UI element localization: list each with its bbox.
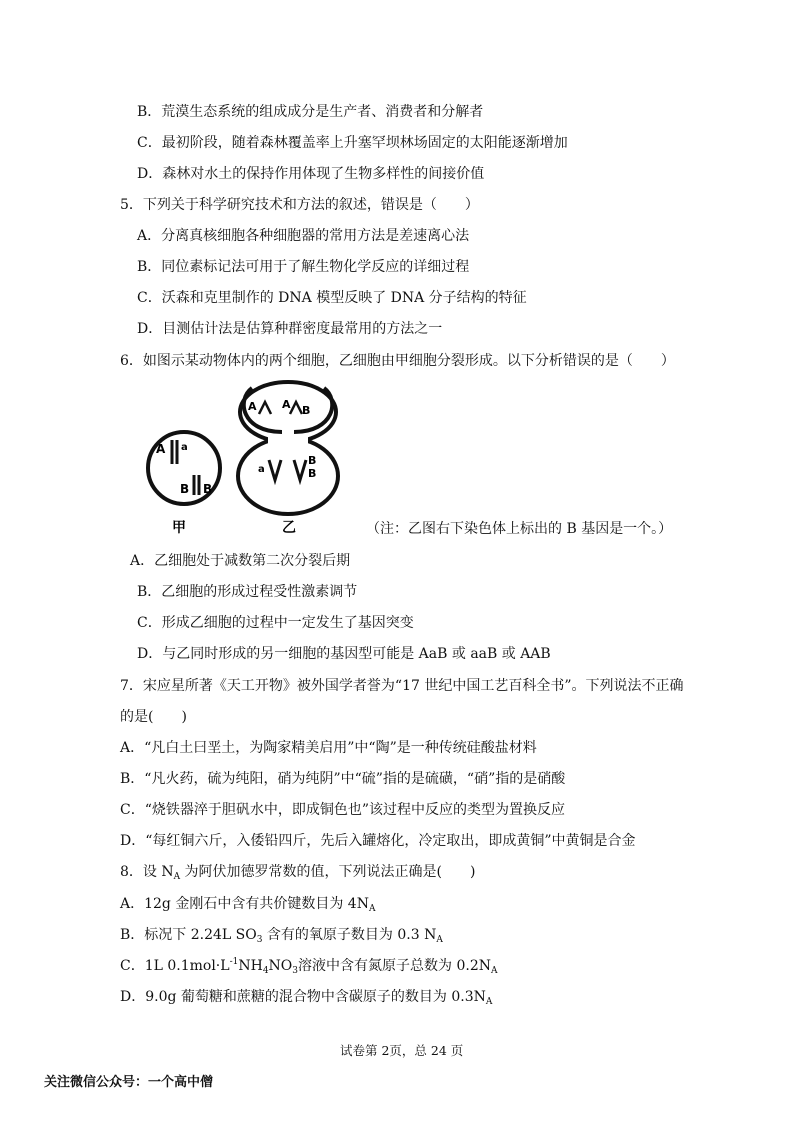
q8-option-b — [120, 925, 443, 945]
q5-stem: 5．下列关于科学研究技术和方法的叙述，错误是（ ） — [120, 197, 479, 213]
jia-gene-a: a — [181, 442, 188, 453]
q8-b-mid: 含有的氧原子数目为 0.3 N — [262, 927, 437, 943]
yi-gene-A-1: A — [248, 400, 257, 413]
q8-stem-post: 为阿伏加德罗常数的值，下列说法正确是( ) — [180, 864, 476, 880]
q8-c-sub2: 3 — [292, 966, 299, 976]
wechat-watermark: 关注微信公众号：一个高中僧 — [44, 1075, 214, 1090]
yi-cell-bottom — [238, 438, 338, 514]
q6-option-a: A．乙细胞处于减数第二次分裂后期 — [130, 553, 351, 569]
q7-option-b: B．“凡火药，硫为纯阳，硝为纯阴”中“硫”指的是硫磺，“硝”指的是硝酸 — [120, 771, 566, 787]
q8-a-text: A．12g 金刚石中含有共价键数目为 4N — [120, 896, 369, 912]
q8-c-text: C．1L 0.1mol·L — [120, 958, 230, 974]
q8-c-sup: -1 — [229, 957, 239, 967]
q4-option-b: B．荒漠生态系统的组成成分是生产者、消费者和分解者 — [137, 104, 484, 120]
q7-option-d: D．“每红铜六斤，入倭铅四斤，先后入罐熔化，冷定取出，即成黄铜”中黄铜是合金 — [120, 833, 636, 849]
jia-gene-A: A — [156, 442, 166, 456]
q8-c-sub1: 4 — [262, 966, 269, 976]
q8-d-sub: A — [485, 997, 493, 1007]
q8-c-mid2: NO — [268, 958, 293, 974]
jia-gene-B-right: B — [203, 482, 213, 496]
q6-option-b: B．乙细胞的形成过程受性激素调节 — [137, 584, 358, 600]
yi-bottom-chromosome-1 — [269, 460, 281, 480]
yi-gene-B-1: B — [308, 454, 317, 467]
q5-option-d: D．目测估计法是估算种群密度最常用的方法之一 — [137, 321, 443, 337]
jia-label: 甲 — [172, 520, 186, 536]
yi-top-chromosome-1 — [259, 402, 271, 414]
q6-option-d: D．与乙同时形成的另一细胞的基因型可能是 AaB 或 aaB 或 AAB — [137, 646, 551, 662]
q8-option-c — [120, 956, 497, 976]
q8-b-sub1: 3 — [256, 935, 263, 945]
q8-a-sub: A — [368, 904, 376, 914]
yi-gene-A-2: A — [282, 398, 291, 411]
cell-division-figure — [142, 380, 362, 540]
q8-c-sub3: A — [490, 966, 498, 976]
q8-stem — [120, 862, 475, 882]
jia-gene-B-left: B — [180, 482, 190, 496]
q8-c-mid3: 溶液中含有氮原子总数为 0.2N — [298, 958, 491, 974]
yi-cell-neck-gap — [268, 436, 308, 444]
yi-gene-B-top: B — [302, 404, 311, 417]
q7-stem-line1: 7．宋应星所著《天工开物》被外国学者誉为“17 世纪中国工艺百科全书”。下列说法不正确 — [120, 678, 684, 694]
q5-option-b: B．同位素标记法可用于了解生物化学反应的详细过程 — [137, 259, 470, 275]
q8-b-text: B．标况下 2.24L SO — [120, 927, 257, 943]
q8-stem-pre: 8．设 N — [120, 864, 174, 880]
q6-figure-note: （注：乙图右下染色体上标出的 B 基因是一个。） — [366, 521, 673, 537]
q5-option-a: A．分离真核细胞各种细胞器的常用方法是差速离心法 — [137, 228, 470, 244]
yi-bottom-chromosome-2 — [294, 460, 306, 480]
q8-option-a — [120, 894, 375, 914]
page-number: 试卷第 2页，总 24 页 — [340, 1043, 464, 1058]
q5-option-c: C．沃森和克里制作的 DNA 模型反映了 DNA 分子结构的特征 — [137, 290, 527, 306]
yi-gene-a: a — [258, 464, 265, 475]
q8-option-d — [120, 987, 492, 1007]
q7-stem-line2: 的是( ) — [120, 709, 187, 725]
q8-stem-sub: A — [173, 872, 181, 882]
q7-option-c: C．“烧铁器淬于胆矾水中，即成铜色也”该过程中反应的类型为置换反应 — [120, 802, 566, 818]
q8-d-text: D．9.0g 葡萄糖和蔗糖的混合物中含碳原子的数目为 0.3N — [120, 989, 486, 1005]
yi-top-chromosome-2 — [290, 402, 302, 414]
cell-diagram-svg — [142, 380, 362, 540]
q7-option-a: A．“凡白土曰垩土，为陶家精美启用”中“陶”是一种传统硅酸盐材料 — [120, 740, 537, 756]
yi-gene-B-2: B — [308, 467, 317, 480]
q8-c-mid1: NH — [238, 958, 263, 974]
q6-stem: 6．如图示某动物体内的两个细胞，乙细胞由甲细胞分裂形成。以下分析错误的是（ ） — [120, 353, 675, 369]
yi-label: 乙 — [282, 520, 296, 536]
q4-option-c: C．最初阶段，随着森林覆盖率上升塞罕坝林场固定的太阳能逐渐增加 — [137, 135, 568, 151]
q8-b-sub2: A — [436, 935, 443, 945]
q6-option-c: C．形成乙细胞的过程中一定发生了基因突变 — [137, 615, 414, 631]
q4-option-d: D．森林对水土的保持作用体现了生物多样性的间接价值 — [137, 166, 485, 182]
